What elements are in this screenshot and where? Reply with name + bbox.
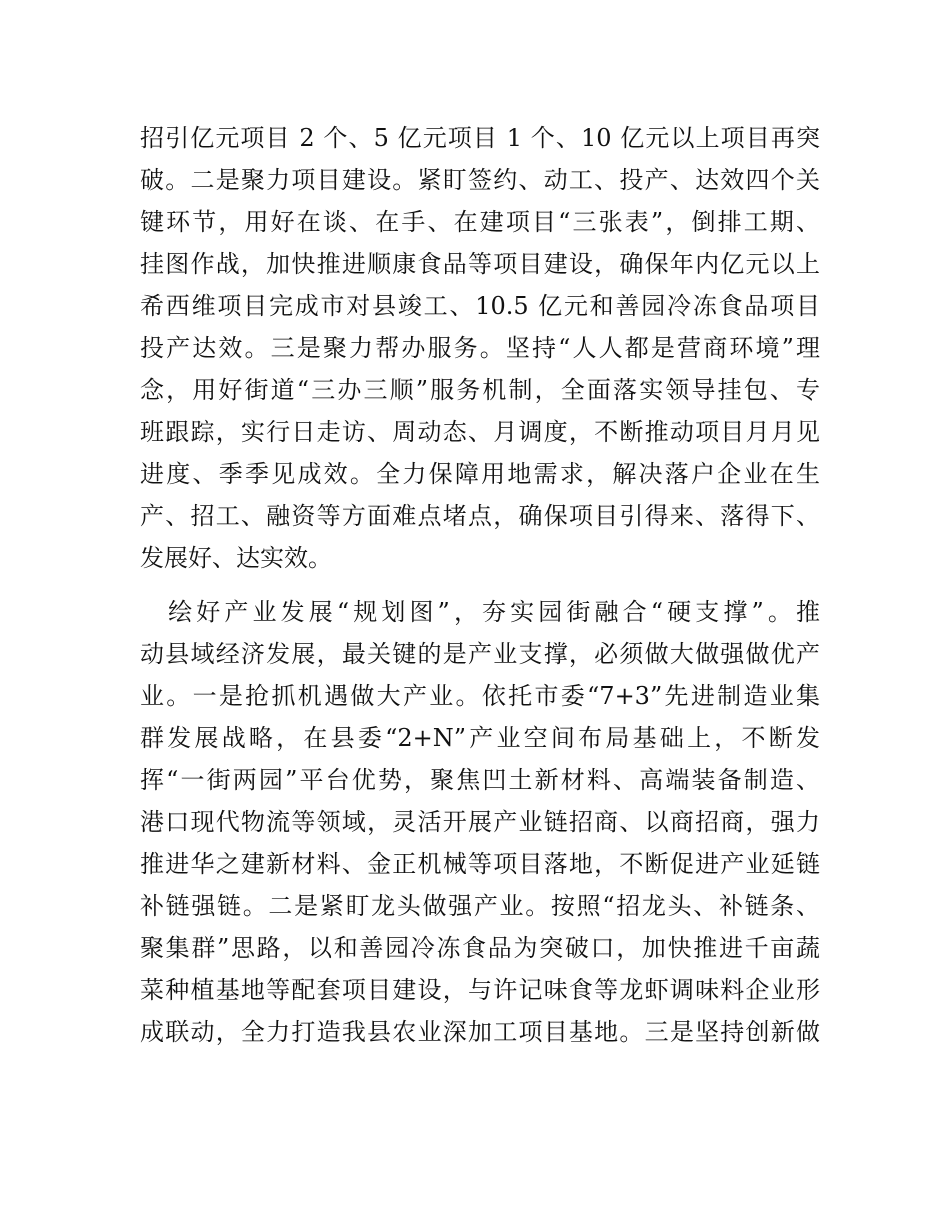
paragraph-1 [140, 117, 820, 579]
paragraph-2 [140, 591, 820, 1053]
text-line: 破。二是聚力项目建设。紧盯签约、动工、投产、达效四个关 [140, 166, 820, 194]
paragraph-gap [140, 579, 820, 591]
text-line: 推进华之建新材料、金正机械等项目落地，不断促进产业延链 [140, 850, 820, 878]
text-line: 绘好产业发展“规划图”，夯实园街融合“硬支撑”。推 [140, 598, 820, 626]
text-line: 补链强链。二是紧盯龙头做强产业。按照“招龙头、补链条、 [140, 892, 820, 920]
document-body [140, 117, 820, 1053]
text-line: 班跟踪，实行日走访、周动态、月调度，不断推动项目月月见 [140, 418, 820, 446]
text-line: 菜种植基地等配套项目建设，与许记味食等龙虾调味料企业形 [140, 976, 820, 1004]
text-line: 港口现代物流等领域，灵活开展产业链招商、以商招商，强力 [140, 808, 820, 836]
text-line: 念，用好街道“三办三顺”服务机制，全面落实领导挂包、专 [140, 376, 820, 404]
text-line: 键环节，用好在谈、在手、在建项目“三张表”，倒排工期、 [140, 208, 820, 236]
text-line: 挂图作战，加快推进顺康食品等项目建设，确保年内亿元以上 [140, 250, 820, 278]
text-line: 发展好、达实效。 [140, 544, 332, 572]
text-line: 希西维项目完成市对县竣工、10.5 亿元和善园冷冻食品项目 [140, 292, 820, 320]
text-line: 投产达效。三是聚力帮办服务。坚持“人人都是营商环境”理 [140, 334, 820, 362]
text-line: 进度、季季见成效。全力保障用地需求，解决落户企业在生 [140, 460, 820, 488]
text-line: 成联动，全力打造我县农业深加工项目基地。三是坚持创新做 [140, 1018, 820, 1046]
text-line: 招引亿元项目 2 个、5 亿元项目 1 个、10 亿元以上项目再突 [140, 124, 820, 152]
text-line: 挥“一街两园”平台优势，聚焦凹土新材料、高端装备制造、 [140, 766, 820, 794]
text-line: 群发展战略，在县委“2+N”产业空间布局基础上，不断发 [140, 724, 820, 752]
text-line: 产、招工、融资等方面难点堵点，确保项目引得来、落得下、 [140, 502, 820, 530]
text-line: 业。一是抢抓机遇做大产业。依托市委“7+3”先进制造业集 [140, 682, 820, 710]
text-line: 动县域经济发展，最关键的是产业支撑，必须做大做强做优产 [140, 640, 820, 668]
text-line: 聚集群”思路，以和善园冷冻食品为突破口，加快推进千亩蔬 [140, 934, 820, 962]
